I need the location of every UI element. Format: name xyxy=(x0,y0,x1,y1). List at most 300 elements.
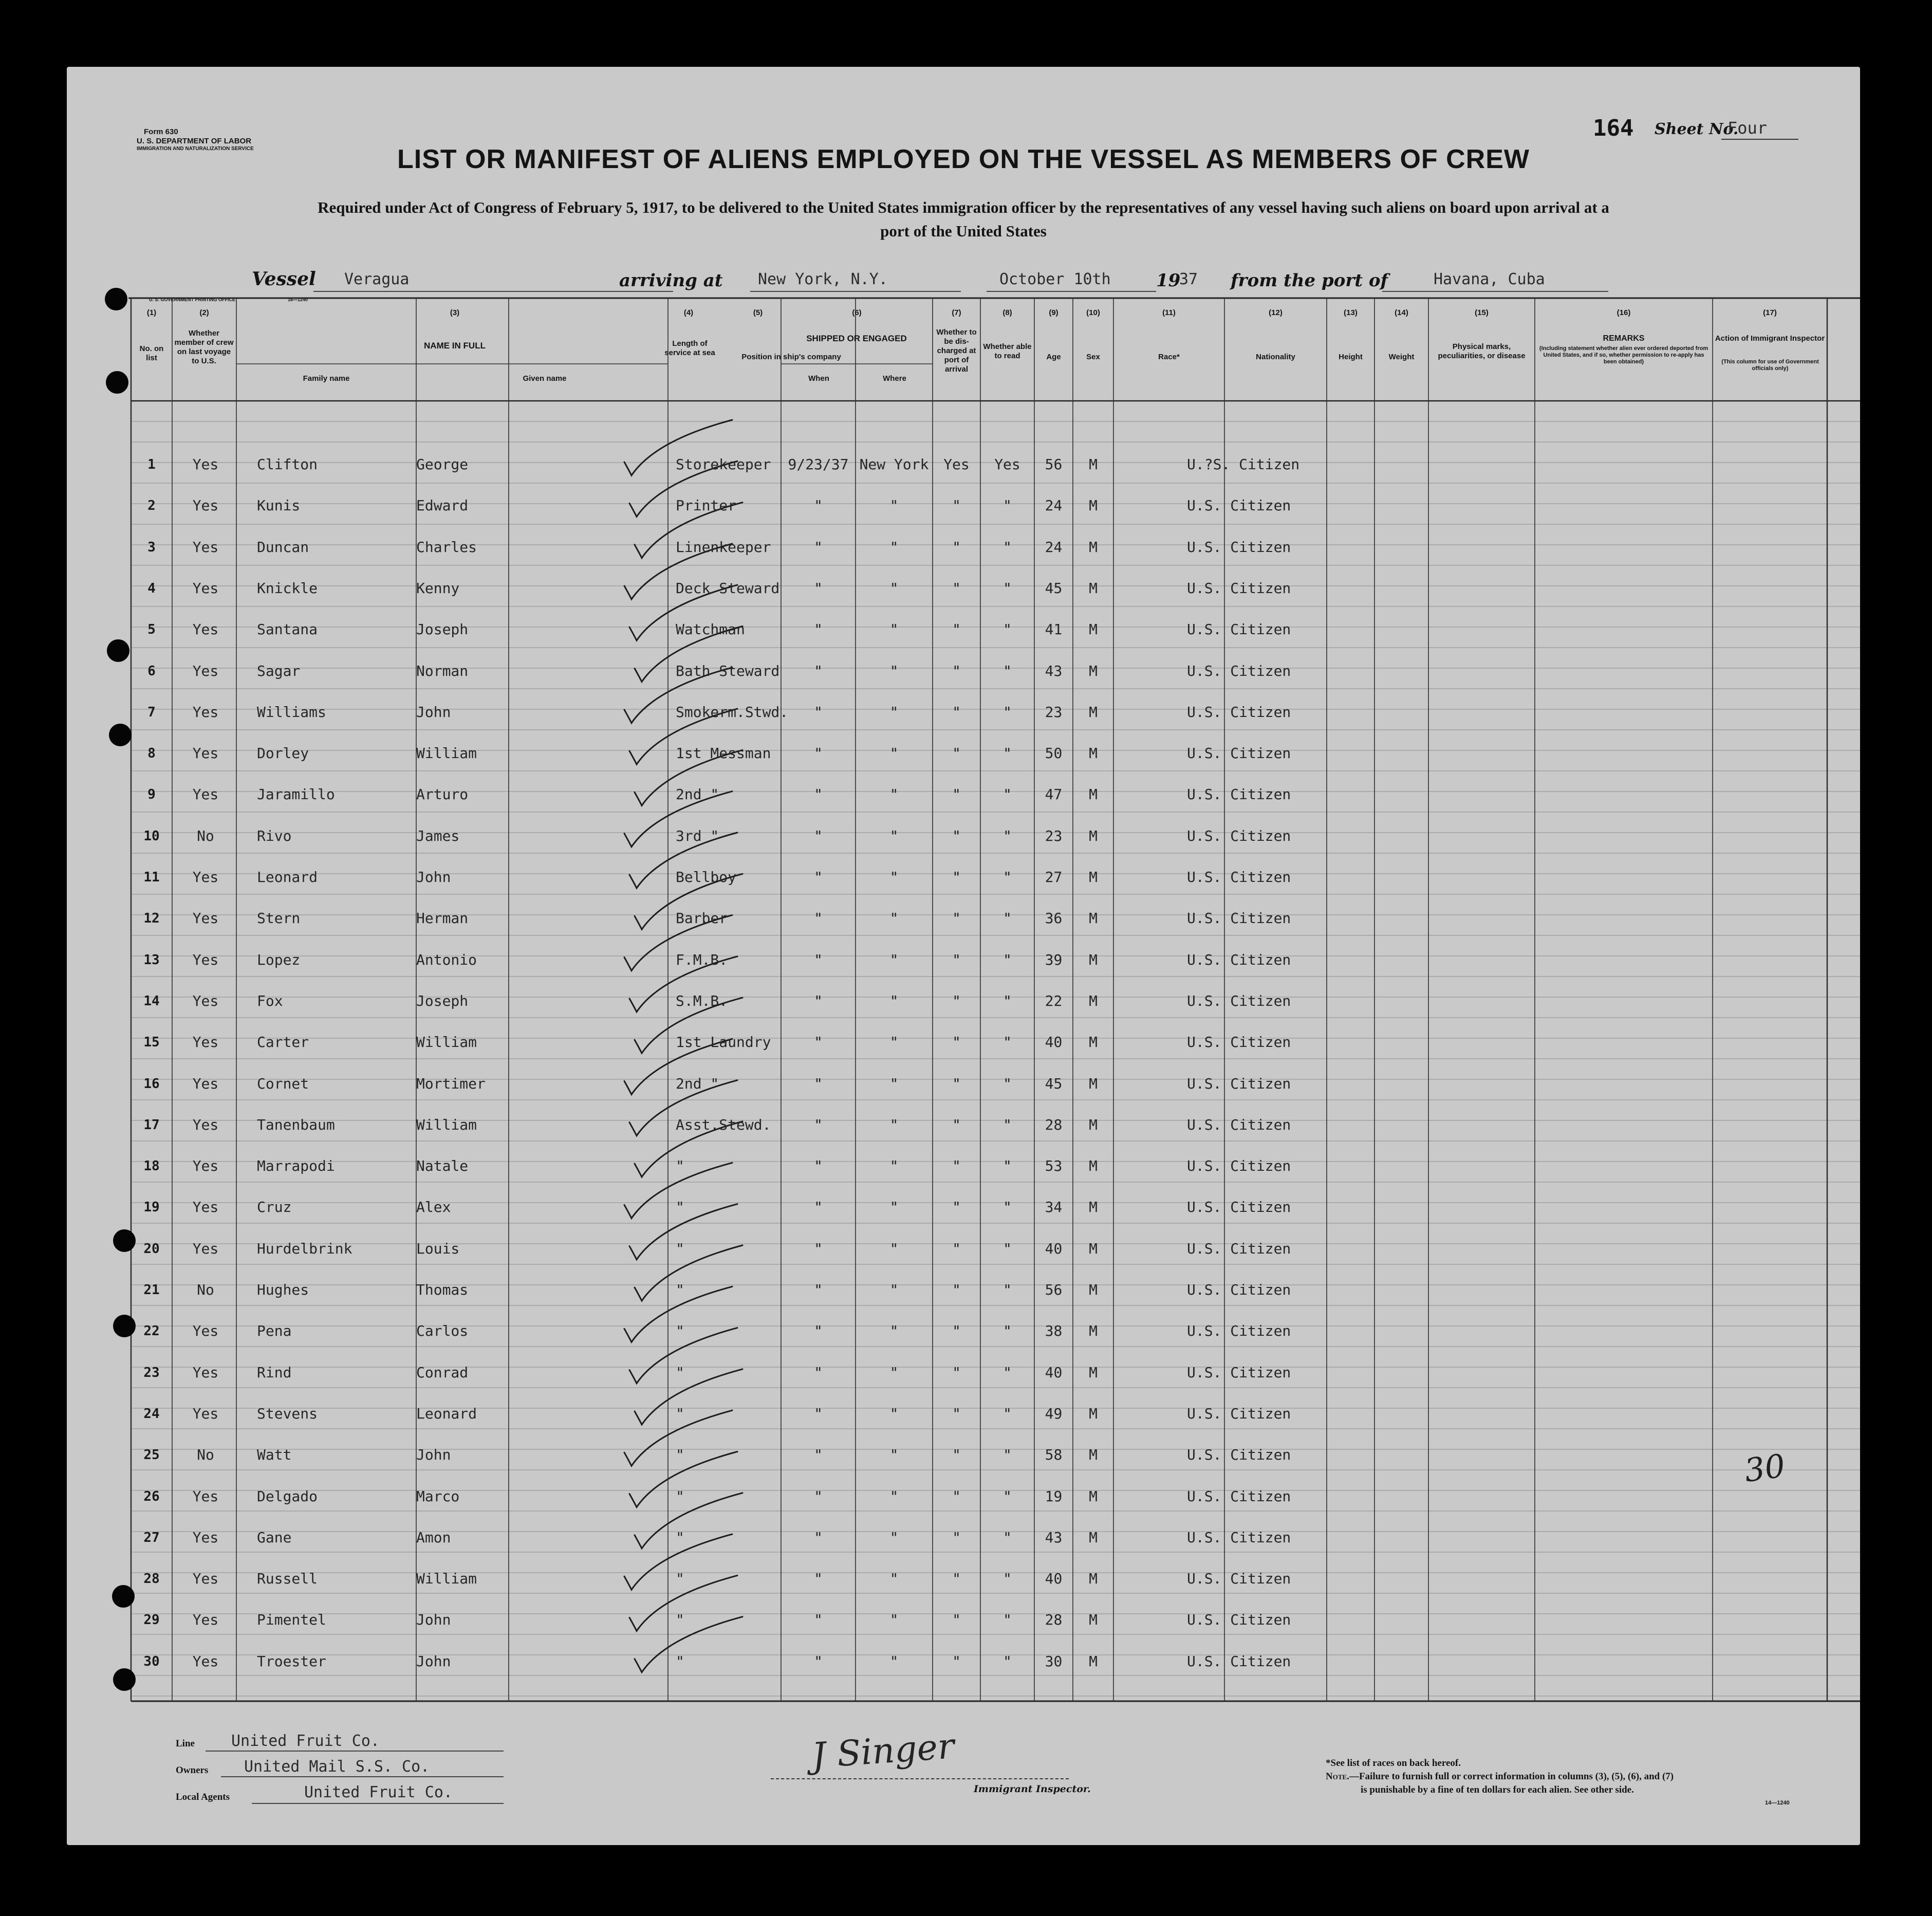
cell-sex: M xyxy=(1089,662,1098,679)
cell-position: 2nd " xyxy=(676,1075,719,1092)
cell-nationality: U.S. Citizen xyxy=(1187,1611,1291,1629)
cell-when: " xyxy=(814,1116,823,1133)
cell-no: 24 xyxy=(143,1406,160,1422)
cell-where: " xyxy=(889,497,899,514)
cell-position: Bath Steward xyxy=(676,662,780,679)
cell-position: F.M.B. xyxy=(676,951,728,968)
cell-discharged: " xyxy=(952,1281,961,1298)
arriving-label: arriving at xyxy=(619,270,723,291)
cell-discharged: " xyxy=(952,1240,961,1257)
cell-prev: Yes xyxy=(192,1528,219,1546)
cell-age: 23 xyxy=(1045,827,1063,844)
column-header-c16-num: (16) xyxy=(1617,308,1631,317)
agents-underline xyxy=(252,1803,504,1804)
arrival-port-underline xyxy=(750,291,961,292)
print-code: 16—1240 xyxy=(288,297,308,302)
cell-where: " xyxy=(889,951,899,968)
column-header-c9: Age xyxy=(1046,353,1061,361)
cell-given: Thomas xyxy=(416,1281,469,1298)
cell-given: John xyxy=(416,1446,451,1464)
cell-read: " xyxy=(1003,910,1012,927)
cell-when: " xyxy=(814,538,823,556)
cell-given: John xyxy=(416,869,451,886)
cell-no: 21 xyxy=(143,1282,160,1298)
cell-prev: Yes xyxy=(192,538,219,556)
cell-no: 3 xyxy=(147,539,156,555)
cell-read: " xyxy=(1003,1157,1012,1175)
column-header-c1: No. on list xyxy=(139,344,164,362)
cell-nationality: U.S. Citizen xyxy=(1187,827,1291,844)
cell-where: " xyxy=(889,1322,899,1340)
cell-prev: Yes xyxy=(192,456,219,473)
cell-nationality: U.S. Citizen xyxy=(1187,1528,1291,1546)
cell-family: Pena xyxy=(257,1322,292,1340)
cell-when: " xyxy=(814,992,823,1009)
cell-where: " xyxy=(889,1405,899,1422)
cell-family: Santana xyxy=(257,621,318,638)
cell-sex: M xyxy=(1089,951,1098,968)
departure-port-underline xyxy=(1382,291,1608,292)
cell-no: 26 xyxy=(143,1488,160,1504)
cell-discharged: " xyxy=(952,662,961,679)
binder-hole xyxy=(105,288,127,310)
cell-family: Dorley xyxy=(257,745,309,762)
cell-given: William xyxy=(416,1116,477,1133)
note-text-1: —Failure to furnish full or correct information in columns (3), (5), (6), and (7) xyxy=(1349,1771,1674,1782)
cell-given: John xyxy=(416,1611,451,1629)
cell-read: " xyxy=(1003,992,1012,1009)
cell-prev: Yes xyxy=(192,1487,219,1505)
cell-age: 43 xyxy=(1045,662,1063,679)
cell-nationality: U.S. Citizen xyxy=(1187,1281,1291,1298)
cell-when: " xyxy=(814,1570,823,1588)
column-header-c14: Weight xyxy=(1388,353,1415,361)
cell-family: Sagar xyxy=(257,662,301,679)
cell-position: Watchman xyxy=(676,621,745,638)
cell-read: " xyxy=(1003,951,1012,968)
column-header-c11: Race* xyxy=(1158,353,1180,361)
cell-read: " xyxy=(1003,1652,1012,1670)
column-header-c4-num: (4) xyxy=(683,308,694,317)
cell-sex: M xyxy=(1089,869,1098,886)
cell-when: " xyxy=(814,1281,823,1298)
cell-read: " xyxy=(1003,1075,1012,1092)
arrival-date: October 10th xyxy=(999,270,1111,288)
cell-prev: Yes xyxy=(192,703,219,721)
cell-when: " xyxy=(814,910,823,927)
cell-family: Rivo xyxy=(257,827,292,844)
cell-prev: Yes xyxy=(192,992,219,1009)
cell-discharged: " xyxy=(952,786,961,803)
cell-age: 39 xyxy=(1045,951,1063,968)
cell-position: 1st Messman xyxy=(676,745,771,762)
cell-when: " xyxy=(814,1034,823,1051)
cell-read: " xyxy=(1003,497,1012,514)
races-note: *See list of races on back hereof. xyxy=(1326,1758,1461,1768)
cell-position: " xyxy=(676,1446,684,1464)
column-header-c2: Whether member of crew on last voyage to U.S. xyxy=(174,329,234,365)
cell-discharged: " xyxy=(952,1528,961,1546)
cell-read: " xyxy=(1003,703,1012,721)
cell-nationality: U.S. Citizen xyxy=(1187,538,1291,556)
cell-no: 22 xyxy=(143,1323,160,1339)
cell-family: Kunis xyxy=(257,497,301,514)
inspector-label: Immigrant Inspector. xyxy=(974,1783,1091,1795)
cell-no: 12 xyxy=(143,911,160,927)
cell-no: 16 xyxy=(143,1076,160,1092)
cell-where: New York xyxy=(859,456,929,473)
cell-nationality: U.S. Citizen xyxy=(1187,703,1291,721)
cell-age: 19 xyxy=(1045,1487,1063,1505)
cell-age: 45 xyxy=(1045,1075,1063,1092)
cell-where: " xyxy=(889,1446,899,1464)
subtitle-line-2: port of the United States xyxy=(880,222,1047,240)
cell-sex: M xyxy=(1089,497,1098,514)
cell-when: " xyxy=(814,1199,823,1216)
cell-prev: Yes xyxy=(192,951,219,968)
line-label: Line xyxy=(176,1738,195,1749)
note-label: Note. xyxy=(1326,1771,1349,1782)
cell-when: " xyxy=(814,786,823,803)
cell-sex: M xyxy=(1089,1034,1098,1051)
cell-prev: Yes xyxy=(192,1611,219,1629)
cell-position: " xyxy=(676,1487,684,1505)
cell-family: Stern xyxy=(257,910,301,927)
cell-prev: Yes xyxy=(192,1570,219,1588)
cell-read: " xyxy=(1003,745,1012,762)
cell-family: Stevens xyxy=(257,1405,318,1422)
owners-underline xyxy=(221,1776,504,1777)
cell-when: " xyxy=(814,497,823,514)
cell-given: Kenny xyxy=(416,579,460,597)
cell-given: Natale xyxy=(416,1157,469,1175)
cell-sex: M xyxy=(1089,1157,1098,1175)
cell-family: Duncan xyxy=(257,538,309,556)
sheet-value-line xyxy=(1721,139,1798,140)
cell-prev: Yes xyxy=(192,1157,219,1175)
column-header-c3a: Family name xyxy=(303,374,350,383)
cell-prev: Yes xyxy=(192,1116,219,1133)
column-header-c10: Sex xyxy=(1086,353,1100,361)
cell-discharged: " xyxy=(952,1364,961,1381)
cell-discharged: " xyxy=(952,1034,961,1051)
cell-discharged: " xyxy=(952,1652,961,1670)
cell-age: 43 xyxy=(1045,1528,1063,1546)
cell-discharged: " xyxy=(952,1487,961,1505)
cell-sex: M xyxy=(1089,992,1098,1009)
cell-position: Barber xyxy=(676,910,728,927)
cell-when: " xyxy=(814,1528,823,1546)
cell-no: 9 xyxy=(147,787,156,803)
cell-where: " xyxy=(889,910,899,927)
cell-discharged: " xyxy=(952,1116,961,1133)
cell-where: " xyxy=(889,1487,899,1505)
cell-family: Watt xyxy=(257,1446,292,1464)
cell-sex: M xyxy=(1089,1199,1098,1216)
cell-position: " xyxy=(676,1570,684,1588)
cell-position: S.M.B. xyxy=(676,992,728,1009)
cell-sex: M xyxy=(1089,1075,1098,1092)
cell-no: 18 xyxy=(143,1158,160,1174)
column-header-c12-num: (12) xyxy=(1269,308,1283,317)
cell-prev: No xyxy=(197,1446,214,1464)
binder-hole xyxy=(106,371,128,394)
binder-hole xyxy=(113,1668,136,1691)
cell-when: " xyxy=(814,1075,823,1092)
cell-discharged: " xyxy=(952,1405,961,1422)
cell-prev: Yes xyxy=(192,1364,219,1381)
cell-family: Rind xyxy=(257,1364,292,1381)
column-header-c17: Action of Immigrant Inspector xyxy=(1715,334,1825,343)
cell-sex: M xyxy=(1089,1446,1098,1464)
cell-nationality: U.S. Citizen xyxy=(1187,951,1291,968)
agents-value: United Fruit Co. xyxy=(304,1783,453,1801)
cell-given: John xyxy=(416,703,451,721)
cell-sex: M xyxy=(1089,910,1098,927)
cell-sex: M xyxy=(1089,538,1098,556)
cell-sex: M xyxy=(1089,1405,1098,1422)
cell-age: 28 xyxy=(1045,1611,1063,1629)
form-number: Form 630 xyxy=(144,127,178,136)
cell-position: " xyxy=(676,1281,684,1298)
cell-position: Asst.Stewd. xyxy=(676,1116,771,1133)
cell-nationality: U.S. Citizen xyxy=(1187,1446,1291,1464)
column-header-c7-num: (7) xyxy=(952,308,961,317)
penalty-note-line-1 xyxy=(1326,1771,1674,1782)
cell-family: Cornet xyxy=(257,1075,309,1092)
cell-where: " xyxy=(889,538,899,556)
department-name: U. S. DEPARTMENT OF LABOR xyxy=(137,137,252,145)
cell-prev: Yes xyxy=(192,745,219,762)
cell-family: Jaramillo xyxy=(257,786,335,803)
cell-age: 53 xyxy=(1045,1157,1063,1175)
column-header-c14-num: (14) xyxy=(1395,308,1408,317)
column-header-c15: Physical marks, peculiarities, or disease xyxy=(1438,342,1526,360)
column-header-c17-sub: (This column for use of Government officials only) xyxy=(1721,359,1819,372)
cell-prev: Yes xyxy=(192,786,219,803)
cell-position: Smokerm.Stwd. xyxy=(676,703,789,721)
cell-family: Troester xyxy=(257,1652,326,1670)
cell-discharged: " xyxy=(952,1570,961,1588)
arrival-year: 37 xyxy=(1179,270,1198,288)
cell-nationality: U.S. Citizen xyxy=(1187,1240,1291,1257)
cell-nationality: U.S. Citizen xyxy=(1187,1364,1291,1381)
cell-given: Joseph xyxy=(416,992,469,1009)
cell-age: 50 xyxy=(1045,745,1063,762)
column-header-c3-num: (3) xyxy=(450,308,460,317)
cell-age: 36 xyxy=(1045,910,1063,927)
cell-nationality: U.?S. Citizen xyxy=(1187,456,1300,473)
cell-discharged: " xyxy=(952,951,961,968)
cell-where: " xyxy=(889,1570,899,1588)
tally-mark: 30 xyxy=(1742,1446,1788,1490)
cell-position: 2nd " xyxy=(676,786,719,803)
cell-discharged: " xyxy=(952,745,961,762)
cell-read: " xyxy=(1003,1611,1012,1629)
cell-position: " xyxy=(676,1157,684,1175)
cell-position: " xyxy=(676,1364,684,1381)
cell-read: Yes xyxy=(994,456,1020,473)
cell-where: " xyxy=(889,1240,899,1257)
cell-age: 49 xyxy=(1045,1405,1063,1422)
binder-hole xyxy=(109,724,132,746)
column-header-c5-num: (5) xyxy=(753,308,763,317)
cell-when: " xyxy=(814,1364,823,1381)
cell-position: Storekeeper xyxy=(676,456,771,473)
cell-discharged: " xyxy=(952,703,961,721)
cell-given: Amon xyxy=(416,1528,451,1546)
cell-where: " xyxy=(889,621,899,638)
sheet-value: Four xyxy=(1727,118,1768,138)
cell-age: 56 xyxy=(1045,1281,1063,1298)
owners-value: United Mail S.S. Co. xyxy=(244,1758,430,1776)
cell-prev: Yes xyxy=(192,621,219,638)
column-header-c3b: Given name xyxy=(523,374,567,383)
column-header-c6a: When xyxy=(808,374,829,383)
cell-position: Bellboy xyxy=(676,869,737,886)
form-code: 14—1240 xyxy=(1765,1800,1790,1806)
cell-no: 23 xyxy=(143,1365,160,1380)
cell-family: Marrapodi xyxy=(257,1157,335,1175)
cell-given: Conrad xyxy=(416,1364,469,1381)
cell-when: " xyxy=(814,662,823,679)
binder-hole xyxy=(113,1315,136,1337)
column-header-c15-num: (15) xyxy=(1475,308,1489,317)
cell-age: 40 xyxy=(1045,1364,1063,1381)
binder-hole xyxy=(113,1229,136,1252)
cell-prev: No xyxy=(197,827,214,844)
cell-given: Alex xyxy=(416,1199,451,1216)
cell-position: " xyxy=(676,1240,684,1257)
cell-read: " xyxy=(1003,869,1012,886)
cell-no: 10 xyxy=(143,828,160,844)
cell-given: Norman xyxy=(416,662,469,679)
cell-age: 41 xyxy=(1045,621,1063,638)
cell-discharged: " xyxy=(952,992,961,1009)
cell-no: 4 xyxy=(147,580,156,596)
inspector-signature: J Singer xyxy=(810,1726,956,1777)
column-header-c13: Height xyxy=(1339,353,1363,361)
cell-when: " xyxy=(814,703,823,721)
cell-nationality: U.S. Citizen xyxy=(1187,497,1291,514)
cell-prev: No xyxy=(197,1281,214,1298)
cell-read: " xyxy=(1003,1322,1012,1340)
cell-when: " xyxy=(814,1446,823,1464)
column-header-c16: REMARKS xyxy=(1603,334,1645,343)
cell-given: Louis xyxy=(416,1240,460,1257)
cell-family: Leonard xyxy=(257,869,318,886)
cell-where: " xyxy=(889,1281,899,1298)
cell-family: Knickle xyxy=(257,579,318,597)
cell-sex: M xyxy=(1089,1487,1098,1505)
signature-line xyxy=(771,1778,1069,1779)
cell-nationality: U.S. Citizen xyxy=(1187,1570,1291,1588)
column-header-c6-num: (6) xyxy=(852,308,862,317)
cell-where: " xyxy=(889,1652,899,1670)
cell-nationality: U.S. Citizen xyxy=(1187,1322,1291,1340)
cell-no: 2 xyxy=(147,498,156,514)
cell-no: 8 xyxy=(147,746,156,762)
cell-family: Fox xyxy=(257,992,283,1009)
cell-position: Printer xyxy=(676,497,737,514)
cell-prev: Yes xyxy=(192,869,219,886)
cell-discharged: Yes xyxy=(943,456,970,473)
binder-hole xyxy=(107,639,129,662)
cell-read: " xyxy=(1003,786,1012,803)
cell-family: Carter xyxy=(257,1034,309,1051)
cell-read: " xyxy=(1003,1199,1012,1216)
cell-sex: M xyxy=(1089,1240,1098,1257)
cell-family: Tanenbaum xyxy=(257,1116,335,1133)
cell-given: Edward xyxy=(416,497,469,514)
cell-given: Mortimer xyxy=(416,1075,486,1092)
cell-where: " xyxy=(889,579,899,597)
cell-when: " xyxy=(814,951,823,968)
cell-position: Deck Steward xyxy=(676,579,780,597)
column-header-c10-num: (10) xyxy=(1086,308,1100,317)
cell-nationality: U.S. Citizen xyxy=(1187,1116,1291,1133)
vessel-name: Veragua xyxy=(344,270,410,288)
cell-read: " xyxy=(1003,621,1012,638)
column-header-c8-num: (8) xyxy=(1002,308,1012,317)
binder-hole xyxy=(112,1585,135,1608)
cell-given: Arturo xyxy=(416,786,469,803)
cell-discharged: " xyxy=(952,1157,961,1175)
owners-label: Owners xyxy=(176,1765,209,1776)
cell-when: " xyxy=(814,827,823,844)
cell-family: Hurdelbrink xyxy=(257,1240,352,1257)
cell-given: Charles xyxy=(416,538,477,556)
cell-prev: Yes xyxy=(192,1199,219,1216)
cell-age: 24 xyxy=(1045,538,1063,556)
cell-where: " xyxy=(889,662,899,679)
cell-age: 40 xyxy=(1045,1570,1063,1588)
cell-discharged: " xyxy=(952,1199,961,1216)
cell-sex: M xyxy=(1089,1281,1098,1298)
cell-sex: M xyxy=(1089,1116,1098,1133)
cell-sex: M xyxy=(1089,703,1098,721)
cell-no: 14 xyxy=(143,993,160,1009)
column-header-c12: Nationality xyxy=(1256,353,1295,361)
cell-family: Russell xyxy=(257,1570,318,1588)
cell-given: William xyxy=(416,1570,477,1588)
column-header-c13-num: (13) xyxy=(1344,308,1358,317)
cell-where: " xyxy=(889,745,899,762)
cell-prev: Yes xyxy=(192,1075,219,1092)
cell-sex: M xyxy=(1089,1322,1098,1340)
cell-family: Cruz xyxy=(257,1199,292,1216)
cell-prev: Yes xyxy=(192,1034,219,1051)
cell-family: Lopez xyxy=(257,951,301,968)
cell-given: George xyxy=(416,456,469,473)
subtitle-line-1: Required under Act of Congress of February 5, 1917, to be delivered to the United States immigration officer by the representatives of any vessel having such aliens on board upon arrival at a xyxy=(318,198,1609,216)
cell-sex: M xyxy=(1089,786,1098,803)
cell-given: William xyxy=(416,745,477,762)
cell-given: Leonard xyxy=(416,1405,477,1422)
cell-nationality: U.S. Citizen xyxy=(1187,869,1291,886)
cell-nationality: U.S. Citizen xyxy=(1187,1157,1291,1175)
cell-where: " xyxy=(889,827,899,844)
cell-read: " xyxy=(1003,662,1012,679)
cell-prev: Yes xyxy=(192,1240,219,1257)
penalty-note-line-2: is punishable by a fine of ten dollars for each alien. See other side. xyxy=(1361,1784,1634,1795)
cell-given: William xyxy=(416,1034,477,1051)
cell-when: " xyxy=(814,1652,823,1670)
cell-given: Herman xyxy=(416,910,469,927)
cell-nationality: U.S. Citizen xyxy=(1187,1652,1291,1670)
cell-prev: Yes xyxy=(192,497,219,514)
cell-position: 1st Laundry xyxy=(676,1034,771,1051)
